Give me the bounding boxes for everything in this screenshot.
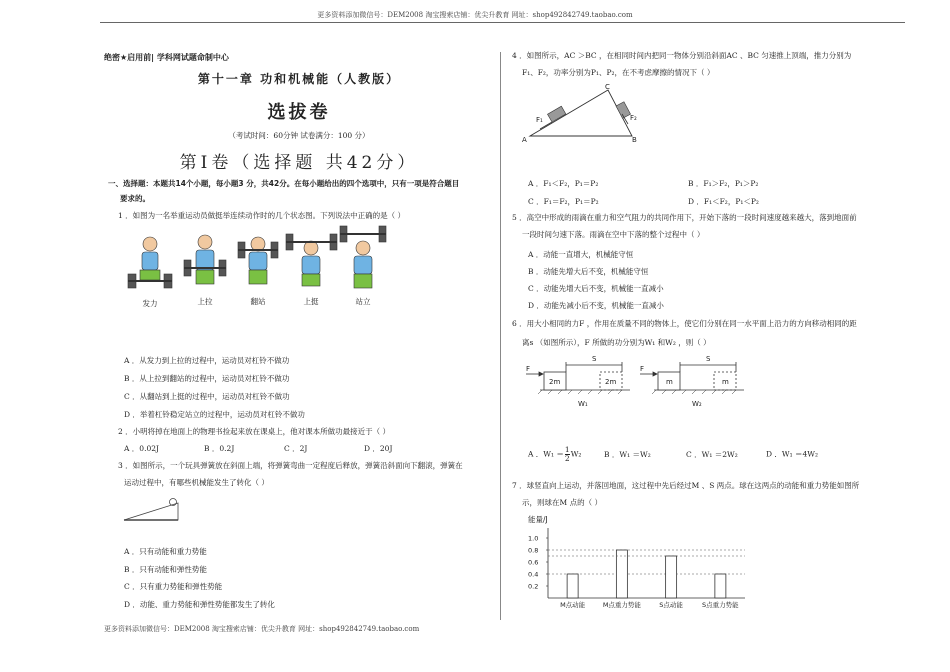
push-blocks-figure xyxy=(522,352,762,408)
q5-stem: 5 ．高空中形成的雨滴在重力和空气阻力的共同作用下，开始下落的一段时间速度越来越大，落到地面前 一段时间匀速下落。雨滴在空中下落的整个过程中（ ） xyxy=(512,213,857,239)
point-c-label: C xyxy=(605,84,610,91)
y-tick-label: 0.8 xyxy=(528,546,539,555)
q4-stem: 4 ．如图所示，AC ＞BC ，在相同时间内把同一物体分别沿斜面AC 、BC 匀速推上顶端，推力分别为 F₁、F₂，功率分别为P₁、P₂，在不考虑摩擦的情况下（ ） xyxy=(512,51,852,77)
q3-option-d: D ．动能、重力势能和弹性势能都发生了转化 xyxy=(124,599,275,609)
chart-bar-2 xyxy=(666,556,677,598)
q1-option-d: D ．举着杠铃稳定站立的过程中，运动员对杠铃不做功 xyxy=(124,410,305,419)
force-f1-label: F₁ xyxy=(536,116,543,124)
q3-options xyxy=(124,546,275,616)
instructions: 一、选择题：本题共14个小题，每小题3 分，共42分。在每小题给出的四个选项中，只有一项是符合题目 要求的。 xyxy=(108,179,460,203)
q1-label-1: 上拉 xyxy=(197,297,213,306)
q6-option-c: C ．W₁ ＝2W₂ xyxy=(686,449,738,459)
force-f-label-2: F xyxy=(640,365,645,373)
weightlifter-figure xyxy=(118,222,398,312)
q5-option-d: D ．动能先减小后不变，机械能一直减小 xyxy=(528,301,664,310)
y-tick-label: 0.4 xyxy=(528,570,539,579)
chart-bar-0 xyxy=(567,574,578,598)
q1-options xyxy=(124,355,305,427)
mass-2m-label-1: 2m xyxy=(549,378,561,386)
q1-label-4: 站立 xyxy=(355,297,371,306)
q5-option-c: C ．动能先增大后不变，机械能一直减小 xyxy=(528,284,664,293)
q4-option-c: C ．F₁＝F₂，P₁＝P₂ xyxy=(528,197,599,206)
q6-option-d: D ．W₁ ＝4W₂ xyxy=(766,449,818,459)
q5-option-a: A ．动能一直增大，机械能守恒 xyxy=(528,250,634,259)
page-header: 更多资料添加微信号：DEM2008 淘宝搜索店铺：优尖升教育 网址：shop492842749.taobao.com xyxy=(317,11,633,19)
w2-label: W₂ xyxy=(692,400,702,408)
chapter-title: 第十一章 功和机械能（人教版） xyxy=(197,72,401,86)
q4-options xyxy=(528,178,759,214)
q7-stem: 7 ．球竖直向上运动，并落回地面，这过程中先后经过M 、S 两点。球在这两点的动能和重力势能如图所 示，则球在M 点的（ ） xyxy=(512,481,860,507)
chart-ylabel: 能量/J xyxy=(528,515,548,524)
header-divider xyxy=(100,22,905,23)
q2-options xyxy=(124,443,392,454)
mass-2m-label-2: 2m xyxy=(605,378,617,386)
q2-stem: 2 ．小明将掉在地面上的物理书捡起来放在课桌上，他对课本所做功最接近于（ ） xyxy=(118,427,391,436)
chart-category-label-3: S点重力势能 xyxy=(702,601,739,609)
chart-category-label-2: S点动能 xyxy=(659,601,683,609)
q1-label-0: 发力 xyxy=(142,299,158,308)
q2-option-c: C ．2J xyxy=(284,444,308,453)
q2-option-b: B ．0.2J xyxy=(204,444,235,453)
q4-option-a: A ．F₁＜F₂，P₁＝P₂ xyxy=(528,179,599,188)
distance-s-label-1: S xyxy=(592,355,597,363)
q1-label-2: 翻站 xyxy=(250,297,266,306)
q1-stem: 1 ．如图为一名举重运动员做挺举连续动作时的几个状态图。下列说法中正确的是（ ） xyxy=(118,211,406,220)
q4-option-b: B ．F₁＞F₂，P₁＞P₂ xyxy=(688,179,759,188)
q3-option-b: B ．只有动能和弹性势能 xyxy=(124,564,207,574)
chart-category-label-0: M点动能 xyxy=(560,601,586,609)
distance-s-label-2: S xyxy=(706,355,711,363)
q2-option-d: D ．20J xyxy=(364,444,393,453)
y-tick-label: 0.2 xyxy=(528,582,539,591)
secret-label: 绝密★启用前| 学科网试题命制中心 xyxy=(104,53,229,62)
lifter-body-1 xyxy=(142,252,158,270)
w1-label: W₁ xyxy=(578,400,588,408)
q2-option-a: A ．0.02J xyxy=(124,444,160,453)
chart-bar-3 xyxy=(715,574,726,598)
q5-option-b: B ．动能先增大后不变，机械能守恒 xyxy=(528,267,649,276)
q5-options xyxy=(528,249,664,317)
q1-option-c: C ．从翻站到上挺的过程中，运动员对杠铃不做功 xyxy=(124,392,290,401)
q6-option-b: B ．W₁ ＝W₂ xyxy=(604,449,651,459)
energy-bar-chart xyxy=(520,512,760,614)
column-divider xyxy=(500,52,501,620)
paper-subtitle: 选拔卷 xyxy=(267,102,331,123)
mass-m-label-2: m xyxy=(722,378,729,386)
q1-option-b: B ．从上拉到翻站的过程中，运动员对杠铃不做功 xyxy=(124,374,290,383)
q4-option-d: D ．F₁＜F₂，P₁＜P₂ xyxy=(688,197,759,206)
point-a-label: A xyxy=(522,136,527,144)
point-b-label: B xyxy=(632,136,637,144)
q6-option-a: A ．W₁ ＝ $\frac{1}{2}$ W₂ xyxy=(528,445,582,463)
q3-option-c: C ．只有重力势能和弹性势能 xyxy=(124,582,223,591)
q6-stem: 6 ．用大小相同的力F ，作用在质量不同的物体上，使它们分别在同一水平面上沿力的方向移动相同的距 离s （如图所示），F 所做的功分别为W₁ 和W₂ ，则（ ） xyxy=(512,319,857,347)
part-title: 第Ⅰ卷（选择题 共42分） xyxy=(179,153,419,173)
q3-option-a: A ．只有动能和重力势能 xyxy=(124,547,207,556)
chart-bar-1 xyxy=(616,550,627,598)
incline-figure xyxy=(122,497,184,523)
force-f2-label: F₂ xyxy=(630,114,637,122)
chart-category-label-1: M点重力势能 xyxy=(602,601,641,609)
q1-option-a: A ．从发力到上拉的过程中，运动员对杠铃不做功 xyxy=(124,356,290,365)
q1-label-3: 上挺 xyxy=(303,297,319,306)
incline-ac-bc-figure xyxy=(520,84,650,144)
q6-options xyxy=(528,446,818,463)
lifter-head-1 xyxy=(143,237,157,251)
y-tick-label: 1.0 xyxy=(528,534,539,543)
mass-m-label-1: m xyxy=(666,378,673,386)
q3-stem: 3 ．如图所示，一个玩具弹簧放在斜面上端，将弹簧弯曲一定程度后释放，弹簧沿斜面向下翻滚，弹簧在 运动过程中，有哪些机械能发生了转化（ ） xyxy=(118,461,463,487)
page-footer: 更多资料添加微信号：DEM2008 淘宝搜索店铺：优尖升教育 网址：shop492842749.taobao.com xyxy=(104,625,420,633)
force-f-label-1: F xyxy=(526,365,531,373)
y-tick-label: 0.6 xyxy=(528,558,539,567)
exam-info: （考试时间：60分钟 试卷满分：100 分） xyxy=(228,131,370,140)
